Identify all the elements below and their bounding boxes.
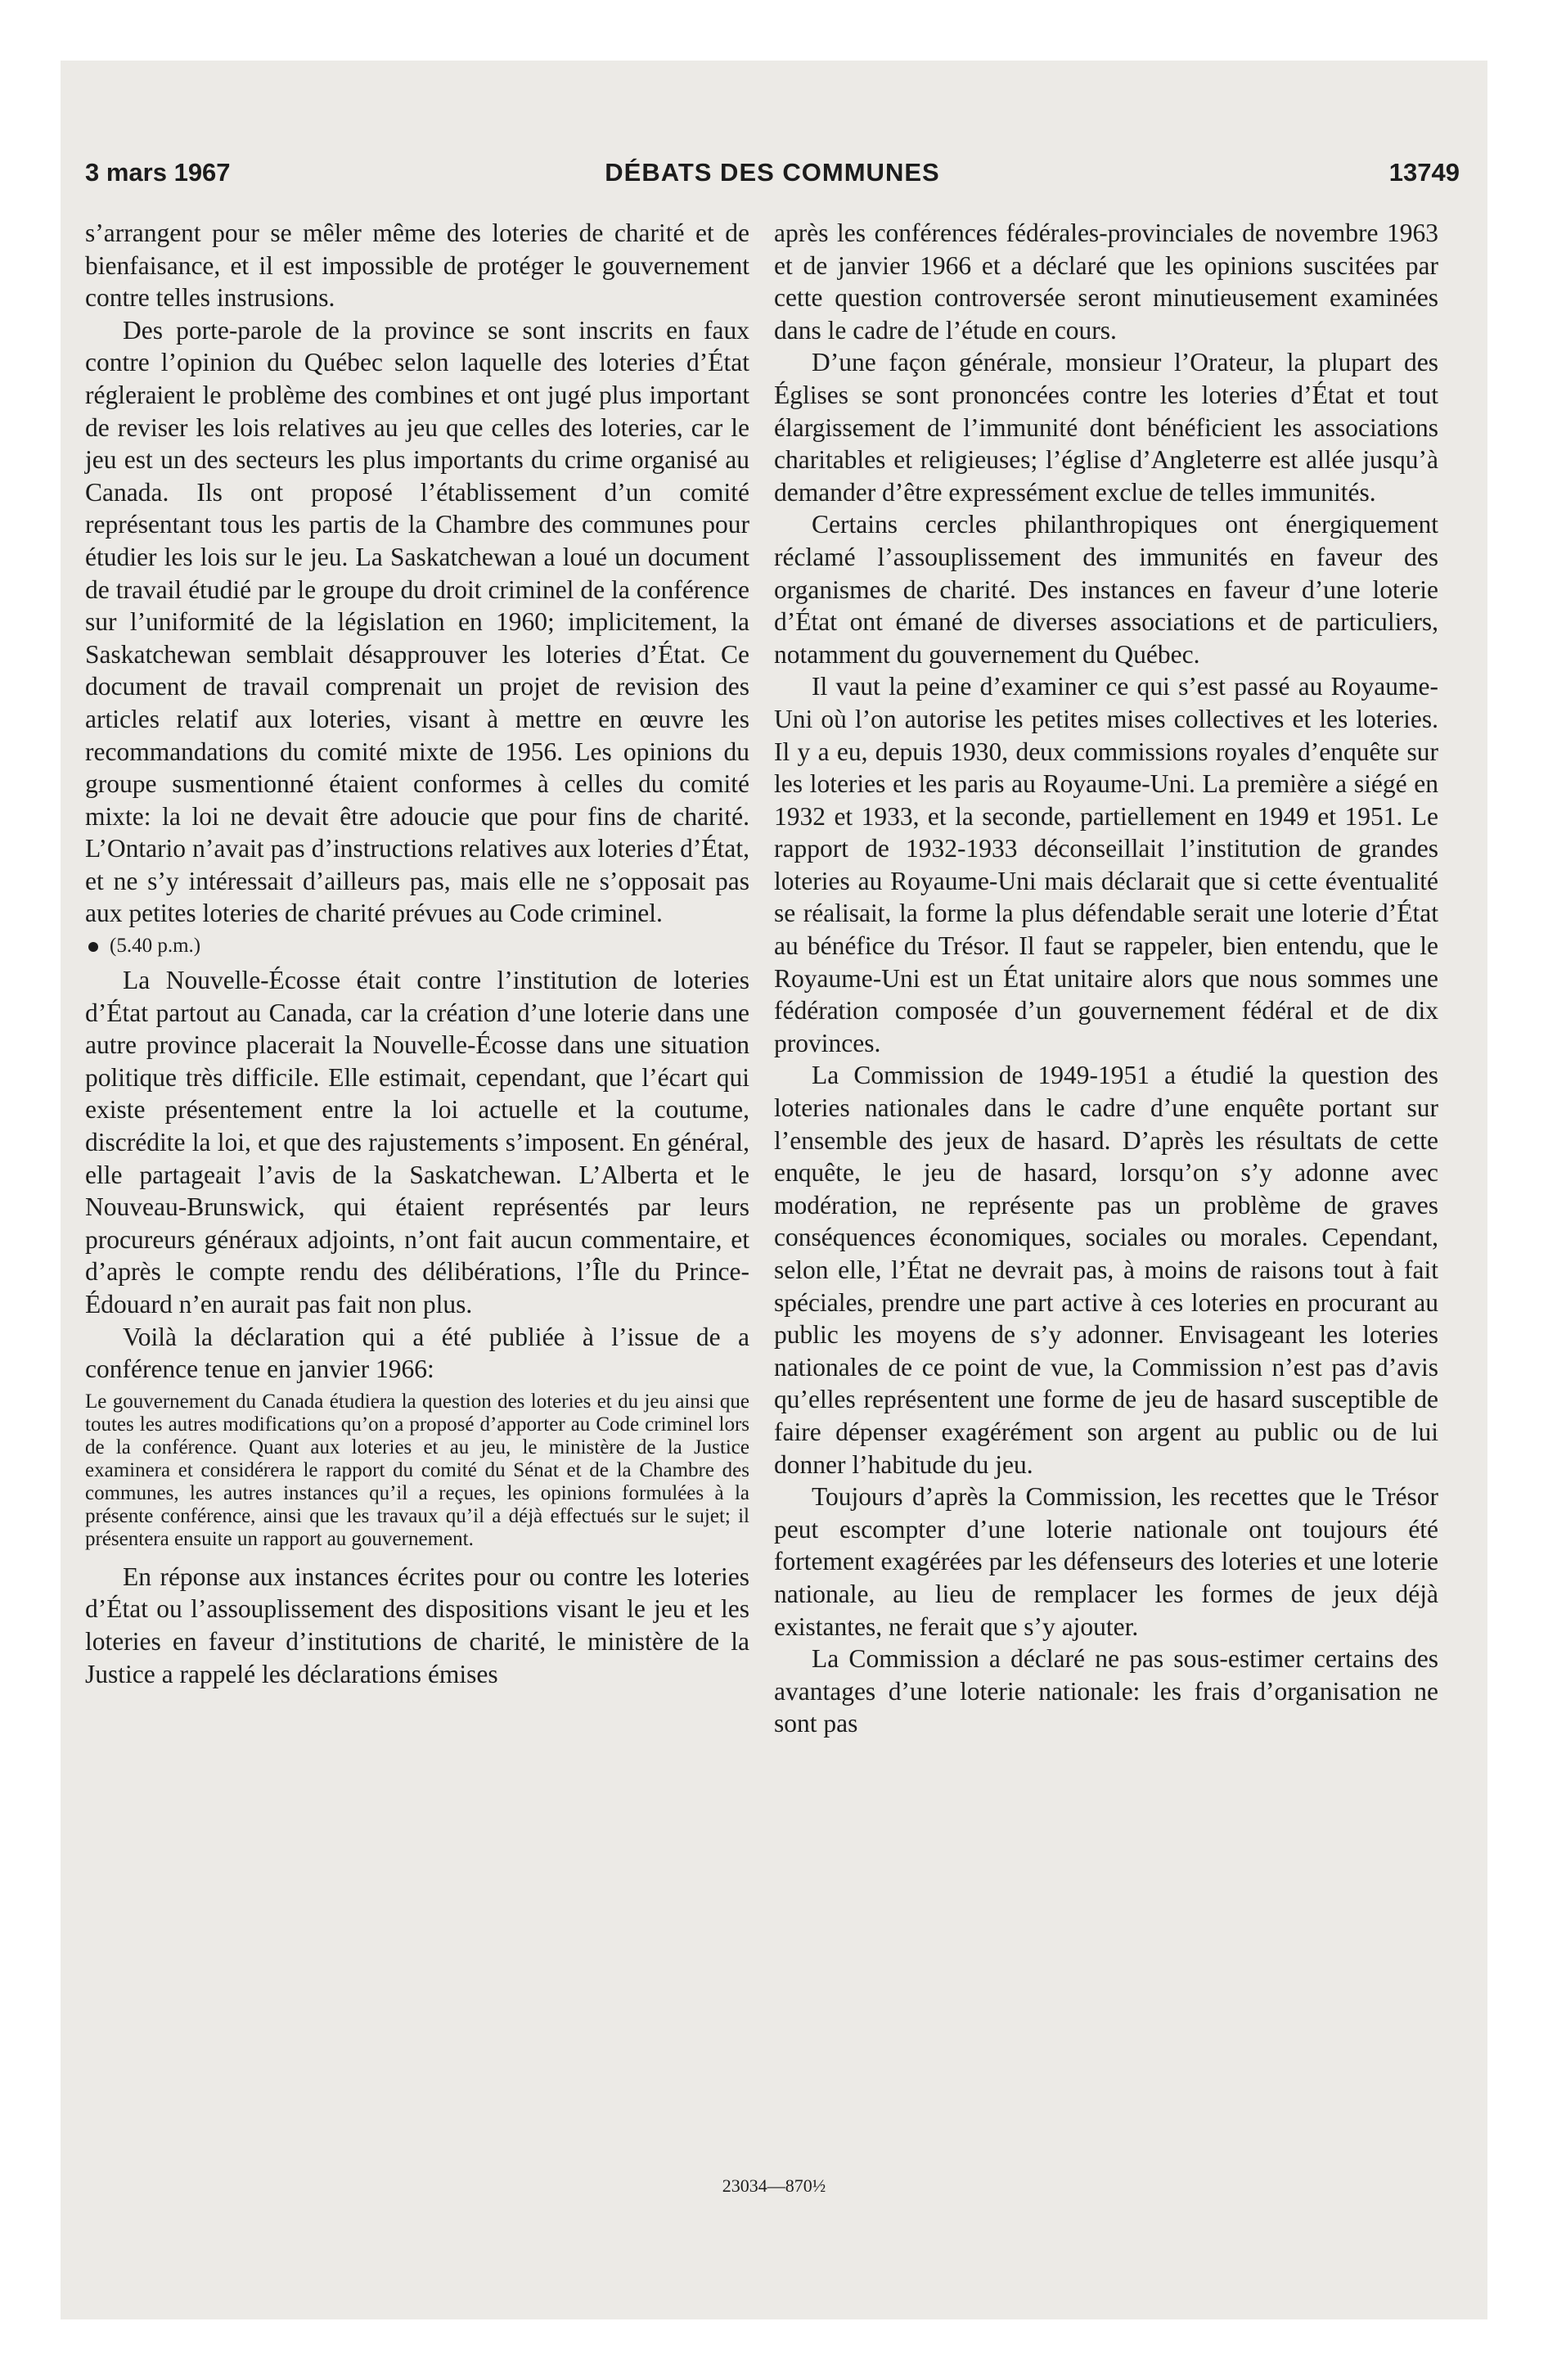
bullet-icon <box>88 942 98 952</box>
page-number: 13749 <box>1388 158 1460 187</box>
print-code: 23034—870½ <box>722 2175 826 2196</box>
running-head <box>85 152 1460 193</box>
paragraph: La Nouvelle-Écosse était contre l’institution de loteries d’État partout au Canada, car la création d’une loterie dans une autre province placerait la Nouvelle-Écosse dans une situation politique très difficile. Elle estimait, cependant, que l’écart qui existe présentement entre la loi actuelle et la coutume, discrédite la loi, et que des rajustements s’imposent. En général, elle partageait l’avis de la Saskatchewan. L’Alberta et le Nouveau-Brunswick, qui étaient représentés par leurs procureurs généraux adjoints, n’ont fait aucun commentaire, et d’après le compte rendu des délibérations, l’Île du Prince-Édouard n’en aurait pas fait non plus. <box>85 966 749 1318</box>
paragraph: La Commission de 1949-1951 a étudié la question des loteries nationales dans le cadre d’une enquête portant sur l’ensemble des jeux de hasard. D’après les résultats de cette enquête, le jeu de hasard, lorsqu’on s’y adonne avec modération, ne représente pas un problème de graves conséquences économiques, sociales ou morales. Cependant, selon elle, l’État ne devrait pas, à moins de raisons tout à fait spéciales, prendre une part active à ces loteries en procurant au public les moyens de s’y adonner. Envisageant les loteries nationales de ce point de vue, la Commission n’est pas d’avis qu’elles représentent une forme de jeu de hasard susceptible de faire dépenser exagérément son argent au public ou de lui donner l’habitude du jeu. <box>774 1061 1438 1479</box>
paragraph: D’une façon générale, monsieur l’Orateur, la plupart des Églises se sont prononcées contre les loteries d’État et tout élargissement de l’immunité dont bénéficient les associations charitables et religieuses; l’église d’Angleterre est allée jusqu’à demander d’être expressément exclue de telles immunités. <box>774 348 1438 507</box>
paragraph: En réponse aux instances écrites pour ou contre les loteries d’État ou l’assouplissement des dispositions visant le jeu et les loteries en faveur d’institutions de charité, le ministère de la Justice a rappelé les déclarations émises <box>85 1562 749 1688</box>
timestamp <box>85 931 749 961</box>
quoted-statement: Le gouvernement du Canada étudiera la question des loteries et du jeu ainsi que toutes les autres modifications qu’on a proposé d’apporter au Code criminel lors de la conférence. Quant aux loteries et au jeu, le ministère de la Justice examinera et considérera le rapport du comité du Sénat et de la Chambre des communes, les autres instances qu’il a reçues, les opinions formulées à la présente conférence, ainsi que les travaux qu’il a déjà effectués sur le sujet; il présentera ensuite un rapport au gouvernement. <box>85 1390 749 1550</box>
right-column <box>774 217 1438 1740</box>
paragraph: Toujours d’après la Commission, les recettes que le Trésor peut escompter d’une loterie nationale ont toujours été fortement exagérées par les défenseurs des loteries et une loterie nationale, au lieu de remplacer les formes de jeux déjà existantes, ne ferait que s’y ajouter. <box>774 1482 1438 1641</box>
paragraph: Certains cercles philanthropiques ont énergiquement réclamé l’assouplissement des immunités en faveur des organismes de charité. Des instances en faveur d’une loterie d’État ont émané de diverses associations et de particuliers, notamment du gouvernement du Québec. <box>774 510 1438 669</box>
header-title: DÉBATS DES COMMUNES <box>605 158 940 187</box>
left-column <box>85 217 749 1690</box>
paragraph: Il vaut la peine d’examiner ce qui s’est passé au Royaume-Uni où l’on autorise les petites mises collectives et les loteries. Il y a eu, depuis 1930, deux commissions royales d’enquête sur les loteries et les paris au Royaume-Uni. La première a siégé en 1932 et 1933, et la seconde, partiellement en 1949 et 1951. Le rapport de 1932-1933 déconseillait l’institution de grandes loteries au Royaume-Uni mais déclarait que si cette éventualité se réalisait, la forme la plus défendable serait une loterie d’État au bénéfice du Trésor. Il faut se rappeler, bien entendu, que le Royaume-Uni est un État unitaire alors que nous sommes une fédération composée d’un gouvernement fédéral et de dix provinces. <box>774 672 1438 1057</box>
paragraph: La Commission a déclaré ne pas sous-estimer certains des avantages d’une loterie nationale: les frais d’organisation ne sont pas <box>774 1644 1438 1738</box>
paragraph: Voilà la déclaration qui a été publiée à l’issue de a conférence tenue en janvier 1966: <box>85 1322 749 1384</box>
timestamp-text: (5.40 p.m.) <box>110 935 201 958</box>
paragraph: Des porte-parole de la province se sont inscrits en faux contre l’opinion du Québec selon laquelle des loteries d’État régleraient le problème des combines et ont jugé plus important de reviser les lois relatives au jeu que celles des loteries, car le jeu est un des secteurs les plus importants du crime organisé au Canada. Ils ont proposé l’établissement d’un comité représentant tous les partis de la Chambre des communes pour étudier les lois sur le jeu. La Saskatchewan a loué un document de travail étudié par le groupe du droit criminel de la conférence sur l’uniformité de la législation en 1960; implicitement, la Saskatchewan semblait désapprouver les loteries d’État. Ce document de travail comprenait un projet de revision des articles relatif aux loteries, visant à mettre en œuvre les recommandations du comité mixte de 1956. Les opinions du groupe susmentionné étaient conformes à celles du comité mixte: la loi ne devait être adoucie que pour fins de charité. L’Ontario n’avait pas d’instructions relatives aux loteries d’État, et ne s’y intéressait d’ailleurs pas, mais elle ne s’opposait pas aux petites loteries de charité prévues au Code criminel. <box>85 315 749 928</box>
paragraph: s’arrangent pour se mêler même des loteries de charité et de bienfaisance, et il est impossible de protéger le gouvernement contre telles instrusions. <box>85 219 749 313</box>
header-date: 3 mars 1967 <box>85 158 231 187</box>
paragraph: après les conférences fédérales-provinciales de novembre 1963 et de janvier 1966 et a déclaré que les opinions suscitées par cette question controversée seront minutieusement examinées dans le cadre de l’étude en cours. <box>774 219 1438 345</box>
